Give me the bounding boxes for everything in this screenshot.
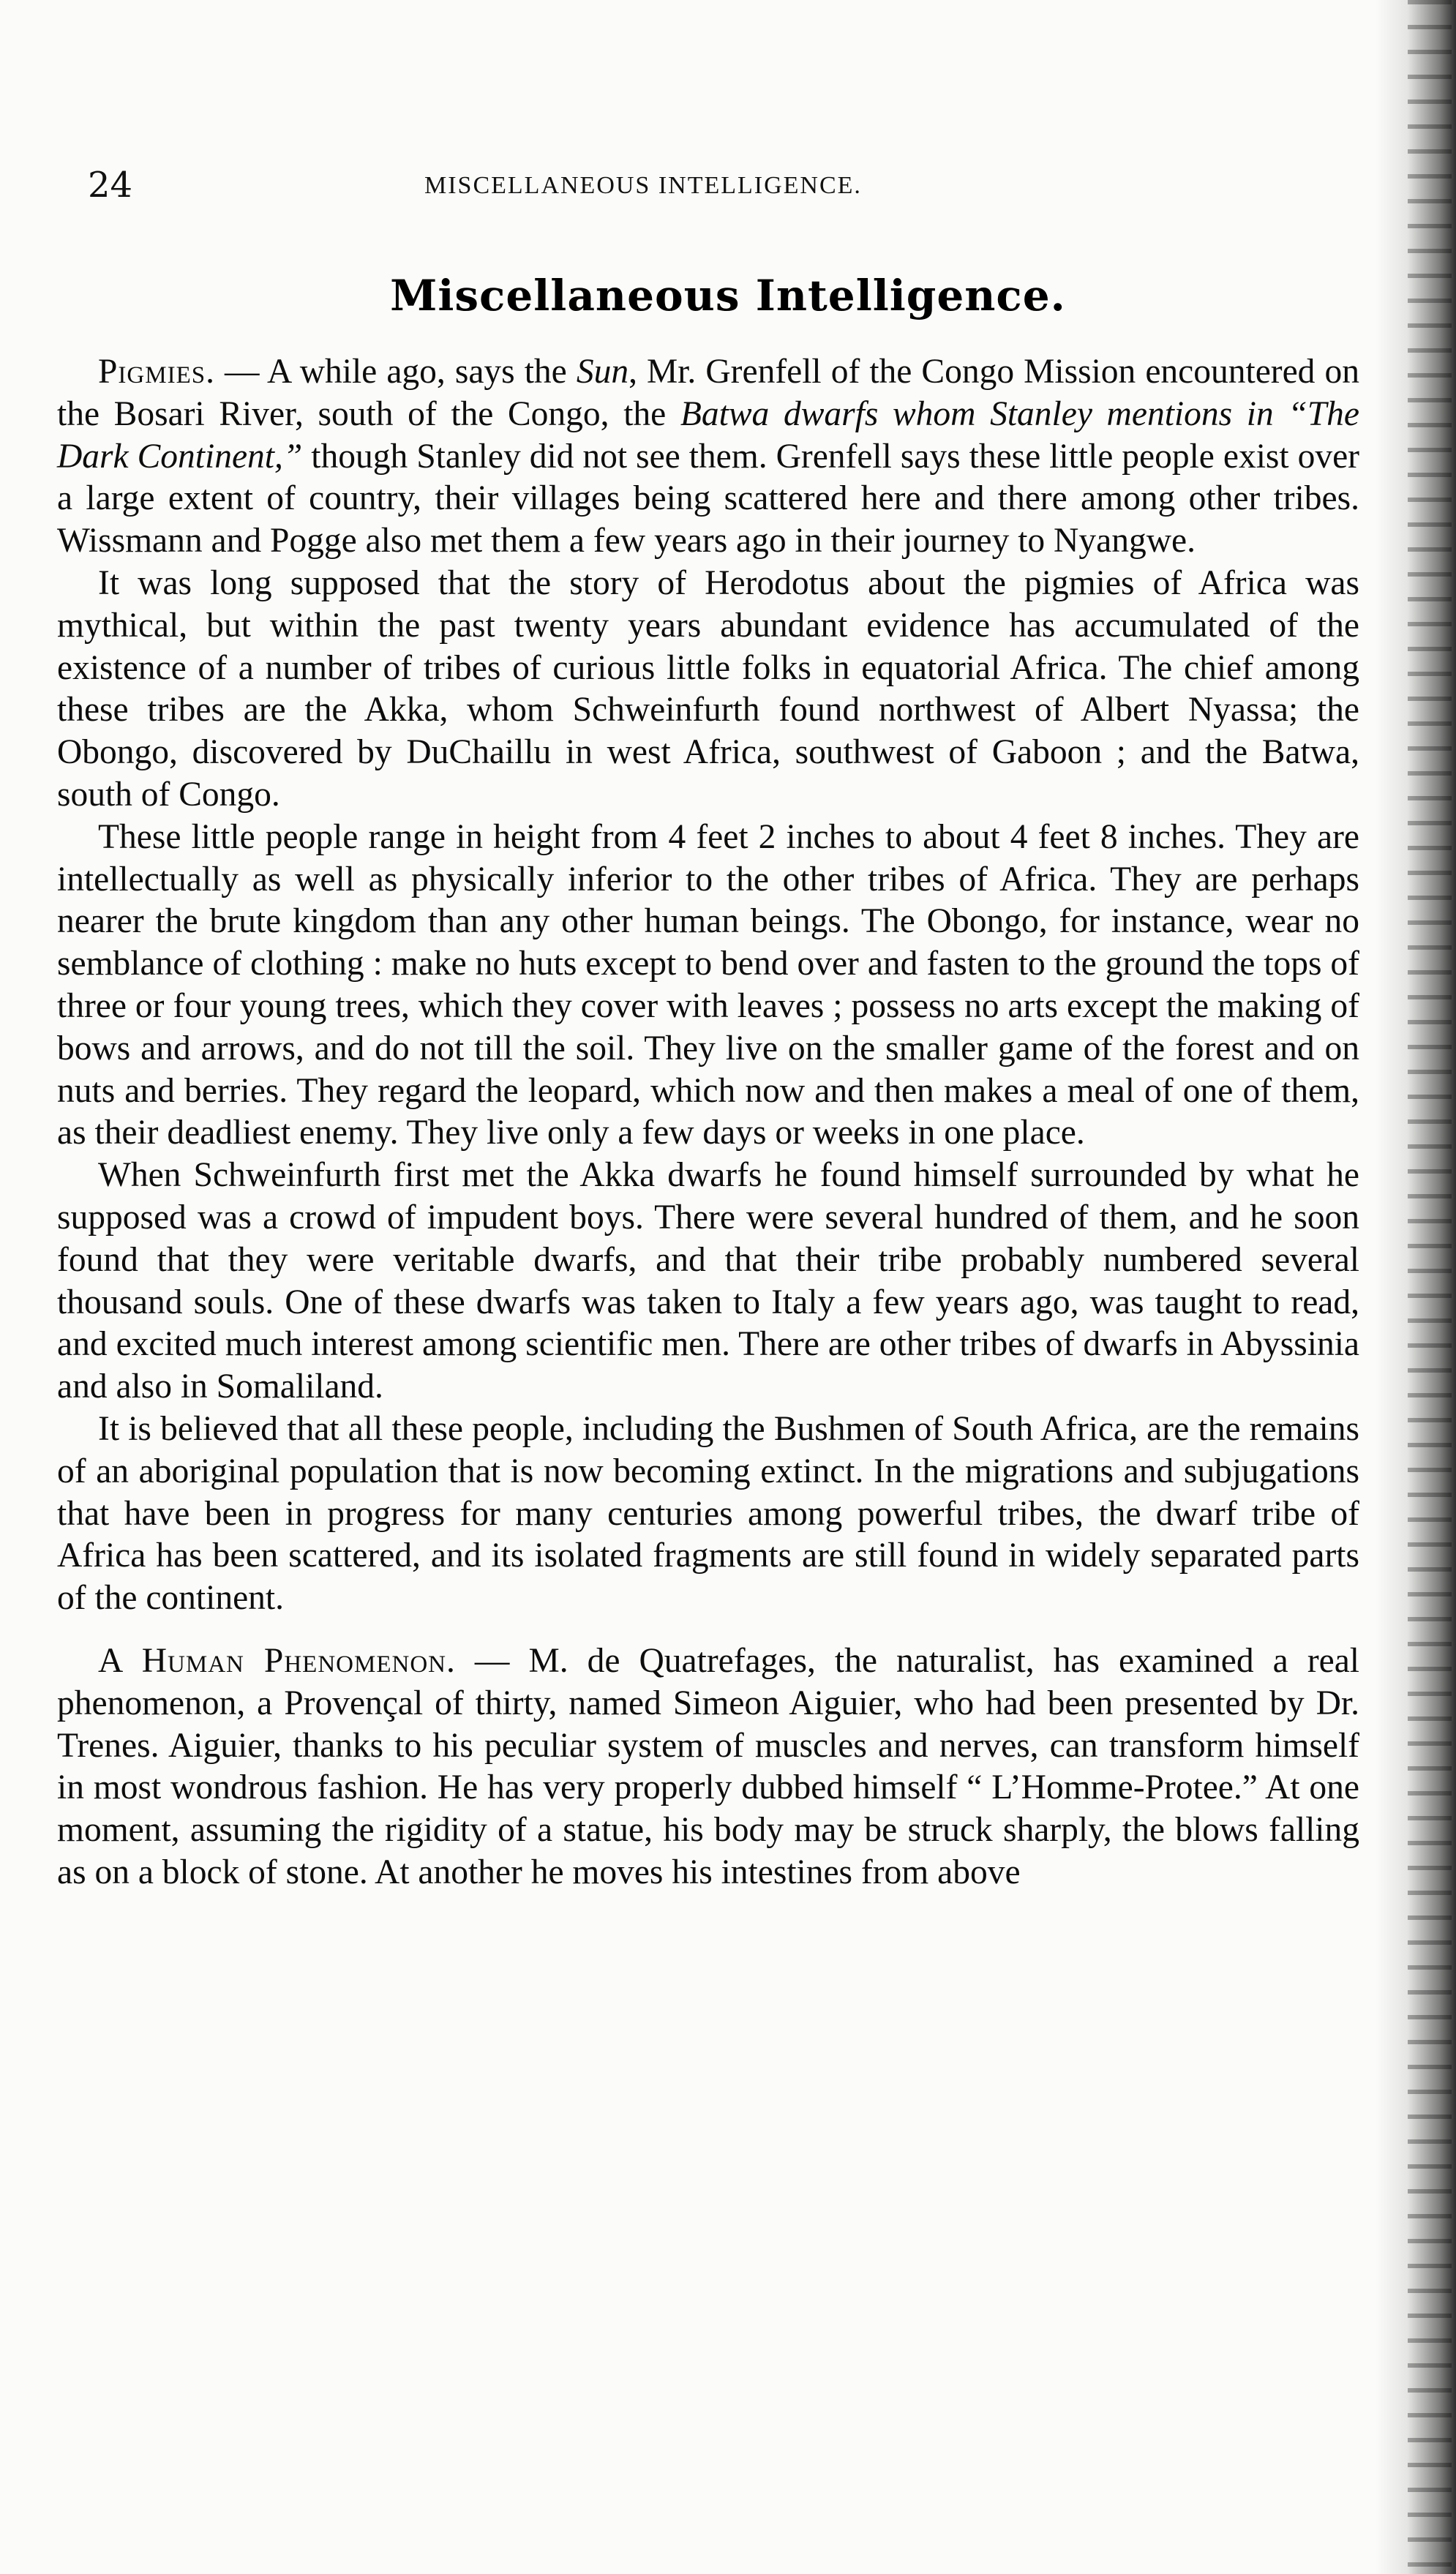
- pigmies-paragraph-1: [57, 351, 1359, 563]
- pigmies-lead: Pigmies.: [98, 353, 215, 391]
- section-title: Miscellaneous Intelligence.: [390, 271, 1066, 320]
- page-header: [88, 165, 1346, 209]
- human-phenomenon-lead: A Human Phenomenon.: [98, 1641, 456, 1680]
- sun-newspaper: Sun: [576, 353, 629, 391]
- pigmies-text-3: though Stanley did not see them. Grenfell says these little people exist over a large extent of country, their villages being scattered here and there among other tribes. Wissmann and Pogge also met them a few years ago in their journey to Nyangwe.: [57, 437, 1359, 560]
- pigmies-paragraph-5: It is believed that all these people, including the Bushmen of South Africa, are the remains of an aboriginal population that is now becoming extinct. In the migrations and subjugations that have been in progress for many centuries among powerful tribes, the dwarf tribe of Africa has been scattered, and its isolated fragments are still found in widely separated parts of the continent.: [57, 1409, 1359, 1618]
- pigmies-paragraph-2: It was long supposed that the story of Herodotus about the pigmies of Africa was mythical, but within the past twenty years abundant evidence has accumulated of the existence of a number of tribes of curious little folks in equatorial Africa. The chief among these tribes are the Akka, whom Schweinfurth found northwest of Albert Nyassa; the Obongo, discovered by DuChaillu in west Africa, southwest of Gaboon ; and the Batwa, south of Congo.: [57, 563, 1359, 814]
- human-phenomenon-text: — M. de Quatrefages, the naturalist, has examined a real phenomenon, a Provençal of thirty, named Simeon Aiguier, who had been presented by Dr. Trenes. Aiguier, thanks to his peculiar system of muscles and nerves, can transform himself in most wondrous fashion. He has very properly dubbed himself “ L’Homme-Protee.” At one moment, assuming the rigidity of a statue, his body may be struck sharply, the blows falling as on a block of stone. At another he moves his intestines from above: [57, 1641, 1359, 1891]
- page-number: 24: [88, 165, 133, 206]
- batwa-italic: Batwa dwarfs whom Stanley mentions in “The Dark Continent,”: [57, 394, 1359, 476]
- page-edge-texture: [1408, 0, 1452, 2574]
- human-phenomenon-paragraph: [57, 1640, 1359, 1894]
- pigmies-paragraph-4: When Schweinfurth first met the Akka dwarfs he found himself surrounded by what he supposed was a crowd of impudent boys. There were several hundred of them, and he soon found that they were veritable dwarfs, and that their tribe probably numbered several thousand souls. One of these dwarfs was taken to Italy a few years ago, was taught to read, and excited much interest among scientific men. There are other tribes of dwarfs in Abyssinia and also in Somaliland.: [57, 1156, 1359, 1406]
- pigmies-text-2: , Mr. Grenfell of the Congo Mission encountered on the Bosari River, south of the Congo, the: [57, 353, 1359, 433]
- pigmies-paragraph-3: These little people range in height from 4 feet 2 inches to about 4 feet 8 inches. They are intellectually as well as physically inferior to the other tribes of Africa. They are perhaps nearer the brute kingdom than any other human beings. The Obongo, for instance, wear no semblance of clothing : make no huts except to bend over and fasten to the ground the tops of three or four young trees, which they cover with leaves ; possess no arts except the making of bows and arrows, and do not till the soil. They live on the smaller game of the forest and on nuts and berries. They regard the leopard, which now and then makes a meal of one of them, as their deadliest enemy. They live only a few days or weeks in one place.: [57, 817, 1359, 1152]
- article-body: [57, 351, 1359, 1894]
- pigmies-text-1: — A while ago, says the: [214, 353, 577, 391]
- running-head: MISCELLANEOUS INTELLIGENCE.: [424, 172, 862, 199]
